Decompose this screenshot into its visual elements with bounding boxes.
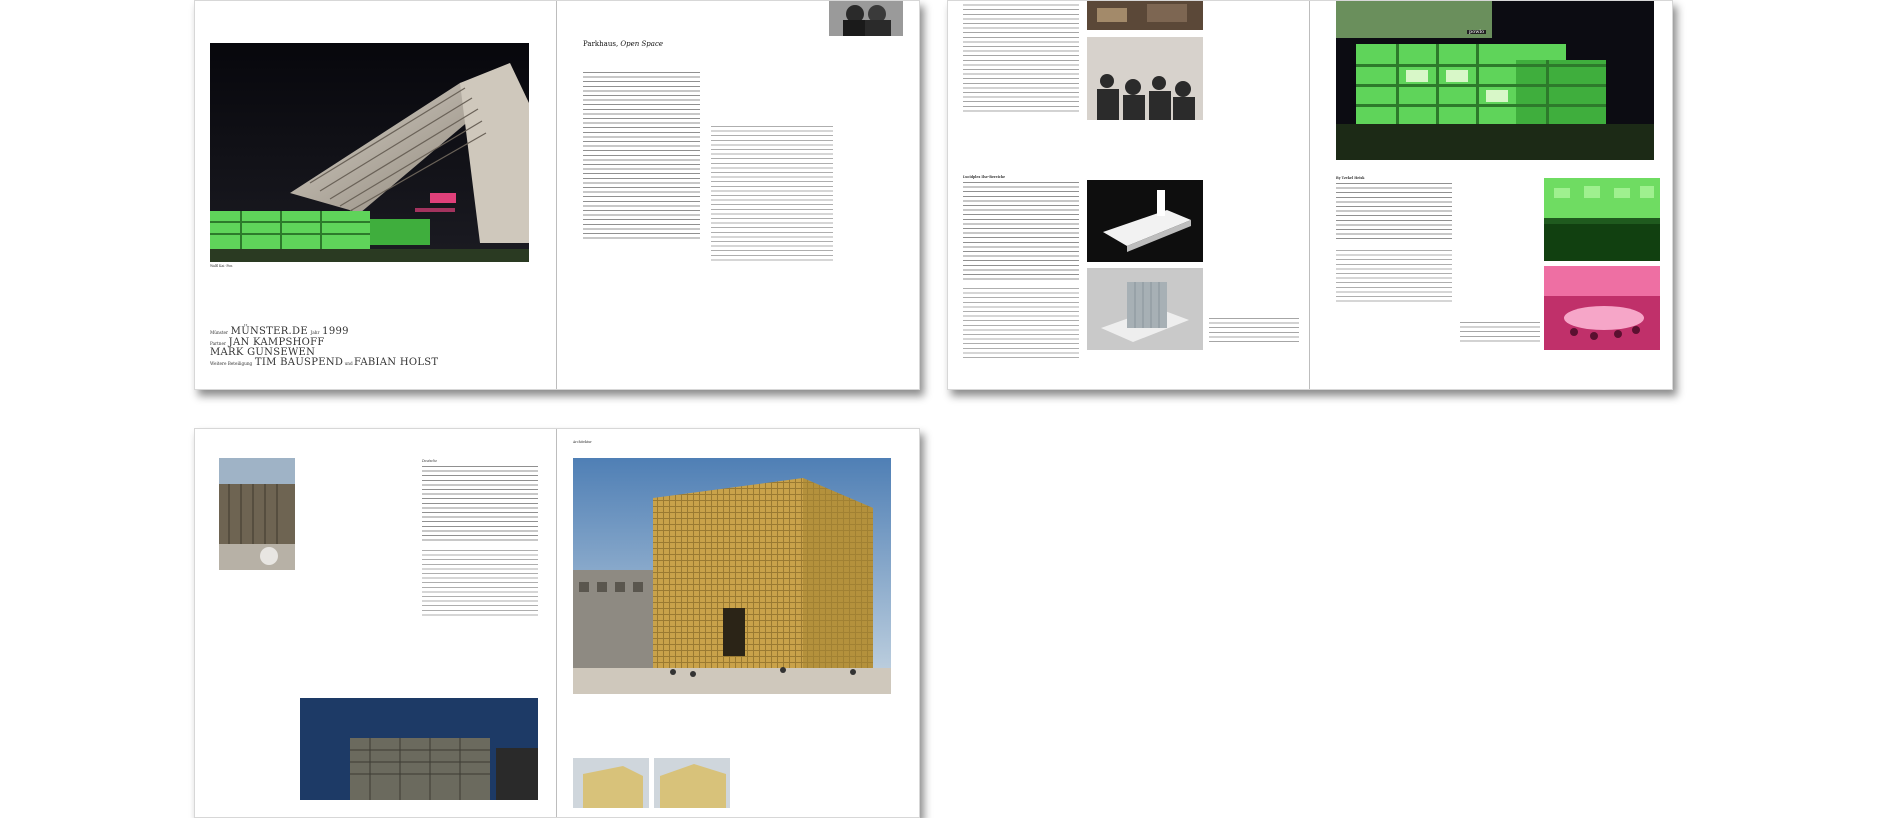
spread-3-left-page [194,428,556,818]
credits-city: MÜNSTER.DE [230,326,308,337]
courtyard-photo [219,458,295,570]
article-heading-a: Parkhaus, [583,40,619,48]
section-body-3 [422,466,538,544]
credits-label-city: Münster [210,330,228,335]
intro-text [963,0,1079,112]
photo-caption: Walfl Kai ·Fon [210,264,233,268]
section-sub-heading: Lucidplex Ilse-Bereiche [963,175,1006,179]
spread-2 [947,0,1673,390]
green-interior-photo [1544,178,1660,261]
green-facade-illustration [1336,0,1654,160]
spread-2-right-page [1310,0,1673,390]
spread-3 [194,428,920,818]
article-text-1 [1336,183,1452,243]
article-heading-b: Open Space [620,40,664,48]
author-heading: By Tzvkel Heisk [1336,176,1365,180]
credits-partner-2: MARK GUNSEWEN [210,347,316,358]
spread-2-left-page [947,0,1308,390]
credits-label-partner: Partner [210,341,226,346]
spread-1 [194,0,920,390]
section-italic-text [963,288,1079,360]
portrait-photo [829,0,903,36]
model-dark-illustration [1087,180,1203,262]
night-building-photo [210,43,529,262]
green-interior-illustration [1544,178,1660,261]
credits-partner: JAN KAMPSHOFF [228,337,325,348]
portrait-illustration [829,0,903,36]
courtyard-illustration [219,458,295,570]
article-heading [583,40,663,48]
gold-facade-illustration [573,458,891,694]
section-italic-3 [422,550,538,618]
green-facade-photo [1336,0,1654,160]
credits-year: 1999 [322,326,349,337]
body-text-column-1 [583,72,700,242]
gold-facade-thumb-1 [573,758,649,808]
gold-thumb-1-illustration [573,758,649,808]
model-caption [1209,318,1299,344]
dusk-building-illustration [300,698,538,800]
night-building-illustration [210,43,529,262]
credits-contributor-1: TIM BAUSPEND [254,357,344,368]
section-body-text [963,182,1079,282]
pink-interior-illustration [1544,266,1660,350]
credits-row-1 [210,326,349,337]
credits-label-contributors: Weitere Beteiligung [210,361,253,366]
credits-row-4 [210,357,438,368]
section-sub-heading-3b: Architektur [573,440,592,444]
body-text-column-2 [711,126,833,262]
model-photo-grey [1087,268,1203,350]
credits-label-year: Jahr [310,330,320,335]
workshop-illustration [1087,0,1203,30]
section-sub-heading-3: Deutsche [422,459,438,463]
audience-photo [1087,37,1203,120]
gold-facade-photo [573,458,891,694]
article-text-2 [1336,250,1452,302]
gold-thumb-2-illustration [654,758,730,808]
model-grey-illustration [1087,268,1203,350]
spread-1-right-page [557,0,920,390]
article-credit [1460,322,1540,344]
model-photo-dark [1087,180,1203,262]
audience-illustration [1087,37,1203,120]
dusk-building-photo [300,698,538,800]
credits-contributor-2: FABIAN HOLST [353,357,439,368]
pink-interior-photo [1544,266,1660,350]
workshop-photo [1087,0,1203,30]
photo-overlay-label: powlo [1469,29,1485,35]
gold-facade-thumb-2 [654,758,730,808]
credits-and: und [344,361,353,366]
spread-3-right-page [557,428,920,818]
spread-1-left-page [194,0,556,390]
